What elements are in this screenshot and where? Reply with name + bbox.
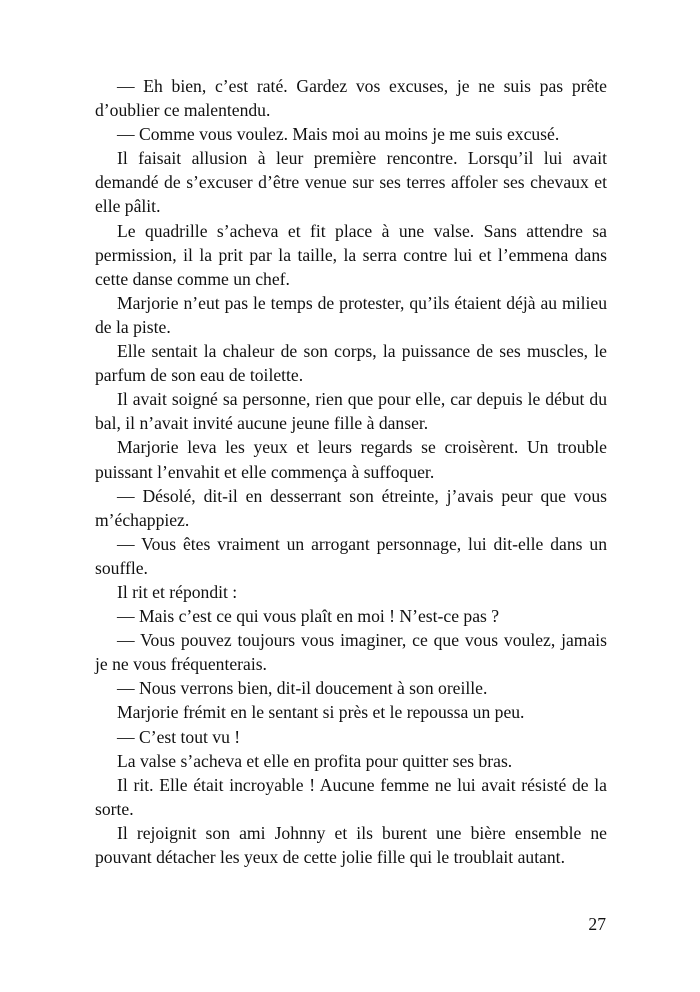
paragraph: Il rit et répondit : <box>117 581 238 602</box>
paragraph: Il avait soigné sa personne, rien que pour elle, car depuis le début du bal, il n’avait invité aucune jeune fille à danser. <box>95 389 607 434</box>
paragraph: Marjorie leva les yeux et leurs regards se croisèrent. Un trouble puissant l’envahit et elle commença à suffoquer. <box>95 437 607 482</box>
paragraph: Marjorie n’eut pas le temps de protester, qu’ils étaient déjà au milieu de la piste. <box>95 292 607 337</box>
paragraph: — C’est tout vu ! <box>117 726 241 747</box>
paragraph: — Vous êtes vraiment un arrogant personnage, lui dit-elle dans un souffle. <box>95 533 607 578</box>
paragraph: Le quadrille s’acheva et fit place à une valse. Sans attendre sa permission, il la prit par la taille, la serra contre lui et l’emmena dans cette danse comme un chef. <box>95 220 607 289</box>
paragraph: La valse s’acheva et elle en profita pour quitter ses bras. <box>117 750 513 771</box>
page-number: 27 <box>588 914 606 934</box>
paragraph: — Eh bien, c’est raté. Gardez vos excuses, je ne suis pas prête d’oublier ce malentendu. <box>95 76 607 121</box>
paragraph: — Désolé, dit-il en desserrant son étreinte, j’avais peur que vous m’échappiez. <box>95 485 607 530</box>
paragraph: Marjorie frémit en le sentant si près et le repoussa un peu. <box>117 702 525 723</box>
paragraph: Il rejoignit son ami Johnny et ils burent une bière ensemble ne pouvant détacher les yeux de cette jolie fille qui le troublait autant. <box>95 822 607 867</box>
paragraph: — Nous verrons bien, dit-il doucement à son oreille. <box>117 678 488 699</box>
paragraph: Elle sentait la chaleur de son corps, la puissance de ses muscles, le parfum de son eau de toilette. <box>95 341 607 386</box>
paragraph: Il rit. Elle était incroyable ! Aucune femme ne lui avait résisté de la sorte. <box>95 774 607 819</box>
paragraph: — Mais c’est ce qui vous plaît en moi ! N’est-ce pas ? <box>117 606 500 627</box>
paragraph: Il faisait allusion à leur première rencontre. Lorsqu’il lui avait demandé de s’excuser d’être venue sur ses terres affoler ses chevaux et elle pâlit. <box>95 148 607 217</box>
paragraph: — Vous pouvez toujours vous imaginer, ce que vous voulez, jamais je ne vous fréquenterais. <box>95 630 607 675</box>
paragraph: — Comme vous voulez. Mais moi au moins je me suis excusé. <box>117 124 560 145</box>
body-text <box>95 74 607 869</box>
